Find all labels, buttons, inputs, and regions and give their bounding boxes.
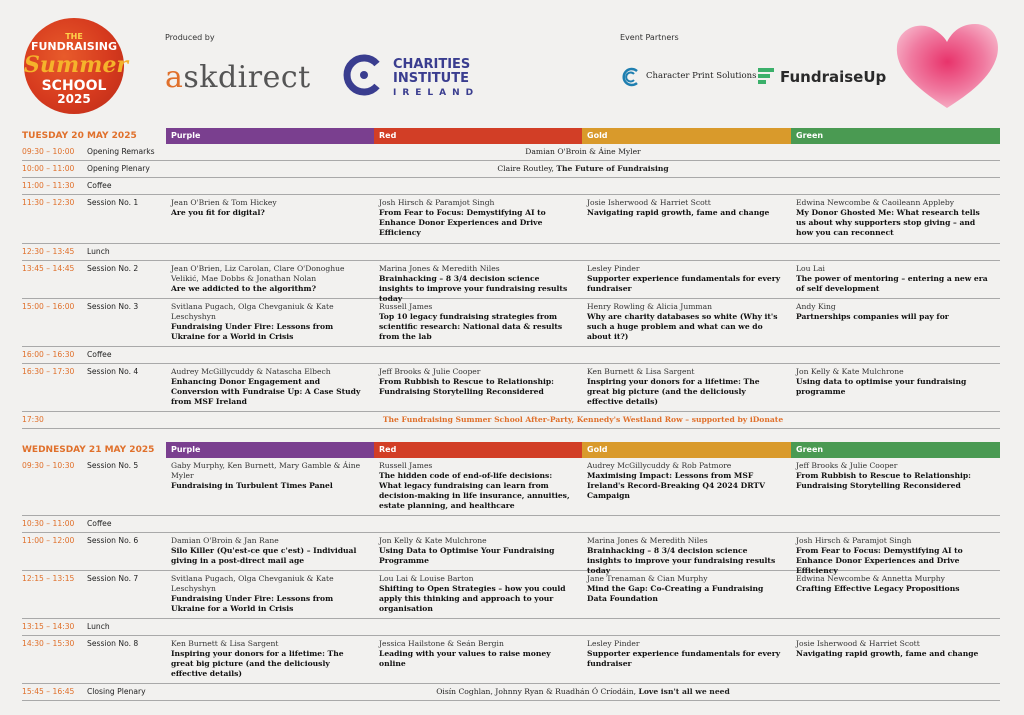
session-title: Are we addicted to the algorithm? [171,284,317,293]
speaker: Audrey McGillycuddy & Natascha Elbech [171,367,331,376]
session-cell[interactable] [587,264,783,294]
heart-icon [893,20,1001,112]
speaker: Gaby Murphy, Ken Burnett, Mary Gamble & Áine Myler [171,461,361,480]
schedule-row [22,244,1000,261]
session-cell[interactable] [796,574,992,594]
session-title: From Fear to Focus: Demystifying AI to Enhance Donor Experiences and Drive Efficiency [796,546,963,575]
speaker: Jon Kelly & Kate Mulchrone [796,367,904,376]
session-title: Why are charity databases so white (Why it's such a huge problem and what can we do about it?) [587,312,778,341]
session-title: Inspiring your donors for a lifetime: The great big picture (and the deliciously effective details) [587,377,760,406]
logo-text: SCHOOL [41,78,107,94]
header [0,0,1024,125]
schedule-row [22,161,1000,178]
session-cell[interactable] [379,536,575,566]
speaker: Audrey McGillycuddy & Rob Patmore [587,461,732,470]
speaker: Josie Isherwood & Harriet Scott [796,639,920,648]
session-title: Top 10 legacy fundraising strategies from scientific research: National data & results from the lab [379,312,563,341]
session-title: Love isn't all we need [638,687,730,696]
after-party-link[interactable]: The Fundraising Summer School After-Party, Kennedy's Westland Row – supported by iDonate [382,415,784,424]
schedule-row [22,636,1000,684]
session-cell[interactable] [171,198,367,218]
fundraise-up-icon [758,66,776,86]
speaker: Jeff Brooks & Julie Cooper [379,367,481,376]
row-time: 09:30 – 10:00 [22,147,75,156]
session-cell[interactable] [171,367,367,407]
row-label: Lunch [87,622,110,631]
speaker: Svitlana Pugach, Olga Chevganiuk & Kate Leschyshyn [171,302,334,321]
schedule-row [22,571,1000,619]
session-cell[interactable] [379,574,575,614]
row-label: Session No. 2 [87,264,139,273]
session-title: Maximising Impact: Lessons from MSF Ireland's Record-Breaking Q4 2024 DRTV Campaign [587,471,765,500]
speaker: Claire Routley, [497,164,554,173]
session-title: Supporter experience fundamentals for every fundraiser [587,274,781,293]
speaker: Russell James [379,302,433,311]
schedule-row [22,412,1000,429]
speaker: Marina Jones & Meredith Niles [379,264,500,273]
row-label: Session No. 5 [87,461,139,470]
speaker: Jessica Hailstone & Seán Bergin [379,639,504,648]
speaker: Marina Jones & Meredith Niles [587,536,708,545]
speaker: Ken Burnett & Lisa Sargent [171,639,279,648]
session-cell[interactable] [796,302,992,322]
session-cell[interactable] [796,264,992,294]
session-title: Shifting to Open Strategies – how you could apply this thinking and approach to your organisation [379,584,566,613]
session-cell[interactable] [796,198,992,238]
session-cell[interactable] [796,367,992,397]
row-time: 10:00 – 11:00 [22,164,75,173]
session-cell[interactable] [587,639,783,669]
track-green: Green [791,442,1000,458]
track-gold: Gold [582,442,791,458]
session-cell[interactable] [171,574,367,614]
event-partners-label: Event Partners [620,33,679,42]
row-label: Session No. 1 [87,198,139,207]
speaker: Josh Hirsch & Paramjot Singh [379,198,495,207]
row-label: Closing Plenary [87,687,146,696]
session-title: Are you fit for digital? [171,208,265,217]
row-time: 12:30 – 13:45 [22,247,75,256]
session-title: Partnerships companies will pay for [796,312,949,321]
session-title: Fundraising Under Fire: Lessons from Ukraine for a World in Crisis [171,594,334,613]
charities-institute-logo-icon [343,54,385,96]
session-cell[interactable] [587,574,783,604]
session-cell[interactable] [171,302,367,342]
row-label: Coffee [87,181,112,190]
speaker: Edwina Newcombe & Annetta Murphy [796,574,945,583]
schedule-row [22,684,1000,701]
schedule-row [22,299,1000,347]
row-label: Opening Plenary [87,164,150,173]
character-print-icon [620,66,642,88]
span-text [166,147,1000,157]
row-time: 14:30 – 15:30 [22,639,75,648]
row-time: 15:45 – 16:45 [22,687,75,696]
day-title: TUESDAY 20 MAY 2025 [22,131,137,141]
session-cell[interactable] [796,639,992,659]
logo-text: 2025 [57,92,91,106]
session-title: My Donor Ghosted Me: What research tells us about why supporters stop giving – and how you can reconnect [796,208,980,237]
row-time: 15:00 – 16:00 [22,302,75,311]
session-title: Fundraising Under Fire: Lessons from Ukraine for a World in Crisis [171,322,334,341]
session-title: From Rubbish to Rescue to Relationship: Fundraising Storytelling Reconsidered [379,377,554,396]
day2-header [22,442,1000,458]
row-label: Opening Remarks [87,147,155,156]
track-gold: Gold [582,128,791,144]
session-title: Brainhacking – 8 3/4 decision science insights to improve your fundraising results today [379,274,568,303]
session-title: Navigating rapid growth, fame and change [796,649,979,658]
session-cell[interactable] [379,367,575,397]
schedule-row [22,619,1000,636]
logo-text: CHARITIES [393,57,471,72]
askdirect-logo[interactable]: askdirect [165,60,311,95]
track-green: Green [791,128,1000,144]
session-cell[interactable] [379,639,575,669]
schedule-row [22,364,1000,412]
session-cell[interactable] [587,302,783,342]
session-cell[interactable] [587,367,783,407]
session-title: From Rubbish to Rescue to Relationship: Fundraising Storytelling Reconsidered [796,471,971,490]
row-label: Coffee [87,350,112,359]
speaker: Lou Lai [796,264,825,273]
session-title: Silo Killer (Qu'est-ce que c'est) – Individual giving in a post-direct mail age [171,546,357,565]
row-time: 09:30 – 10:30 [22,461,75,470]
speaker: Josh Hirsch & Paramjot Singh [796,536,912,545]
session-cell[interactable] [379,461,575,511]
speaker: Edwina Newcombe & Caoileann Appleby [796,198,955,207]
session-cell[interactable] [379,302,575,342]
row-time: 10:30 – 11:00 [22,519,75,528]
session-title: Inspiring your donors for a lifetime: The great big picture (and the deliciously effective details) [171,649,344,678]
session-cell[interactable] [171,639,367,679]
fundraise-up-logo[interactable]: FundraiseUp [780,68,887,86]
speaker: Jeff Brooks & Julie Cooper [796,461,898,470]
logo-text: THE [65,32,83,41]
schedule-row [22,533,1000,575]
session-cell[interactable] [796,536,992,576]
schedule-row [22,516,1000,533]
schedule-row [22,458,1000,516]
session-cell[interactable] [379,198,575,238]
row-time: 12:15 – 13:15 [22,574,75,583]
row-time: 11:30 – 12:30 [22,198,75,207]
track-purple: Purple [166,442,374,458]
logo-text: Summer [24,52,129,78]
session-title: Crafting Effective Legacy Propositions [796,584,960,593]
logo-text: IRELAND [393,88,480,98]
row-label: Lunch [87,247,110,256]
row-time: 13:45 – 14:45 [22,264,75,273]
row-time: 16:00 – 16:30 [22,350,75,359]
day1-header [22,128,1000,144]
speaker: Svitlana Pugach, Olga Chevganiuk & Kate Leschyshyn [171,574,334,593]
schedule-row [22,178,1000,195]
day2-schedule [22,442,1000,701]
session-title: Supporter experience fundamentals for every fundraiser [587,649,781,668]
speaker: Jean O'Brien & Tom Hickey [171,198,277,207]
schedule-row [22,347,1000,364]
session-title: The Future of Fundraising [556,164,669,173]
session-cell[interactable] [171,536,367,566]
logo-text: FUNDRAISING [30,40,118,53]
session-title: Leading with your values to raise money online [379,649,551,668]
session-cell[interactable] [171,461,367,491]
session-cell[interactable] [587,198,783,218]
row-time: 17:30 [22,415,44,424]
row-label: Session No. 8 [87,639,139,648]
row-time: 16:30 – 17:30 [22,367,75,376]
schedule-row [22,195,1000,244]
session-title: The hidden code of end-of-life decisions: What legacy fundraising can learn from decision-making in life insurance, annuities, estate planning, and healthcare [379,471,570,510]
row-time: 11:00 – 12:00 [22,536,75,545]
session-title: From Fear to Focus: Demystifying AI to Enhance Donor Experiences and Drive Efficiency [379,208,546,237]
character-print-logo[interactable]: Character Print Solutions [646,71,757,81]
row-time: 11:00 – 11:30 [22,181,75,190]
session-title: Enhancing Donor Engagement and Conversion with Fundraise Up: A Case Study from MSF Ireland [171,377,361,406]
logo-text: INSTITUTE [393,71,469,86]
speaker: Henry Rowling & Alicia Jumman [587,302,713,311]
speaker: Josie Isherwood & Harriet Scott [587,198,711,207]
session-title: Navigating rapid growth, fame and change [587,208,770,217]
day-title: WEDNESDAY 21 MAY 2025 [22,445,155,455]
row-label: Coffee [87,519,112,528]
session-cell[interactable] [796,461,992,491]
track-purple: Purple [166,128,374,144]
session-title: Fundraising in Turbulent Times Panel [171,481,333,490]
charities-institute-logo[interactable] [393,58,479,100]
session-title: Using Data to Optimise Your Fundraising Programme [379,546,555,565]
row-label: Session No. 4 [87,367,139,376]
row-label: Session No. 7 [87,574,139,583]
session-cell[interactable] [587,536,783,576]
track-red: Red [374,128,582,144]
speaker: Jon Kelly & Kate Mulchrone [379,536,487,545]
track-red: Red [374,442,582,458]
speaker: Oisín Coghlan, Johnny Ryan & Ruadhán Ó Críodáin, [436,687,637,696]
session-title: Using data to optimise your fundraising programme [796,377,967,396]
session-cell[interactable] [587,461,783,501]
session-title: Mind the Gap: Co-Creating a Fundraising Data Foundation [587,584,764,603]
speaker: Lesley Pinder [587,639,640,648]
row-time: 13:15 – 14:30 [22,622,75,631]
speaker: Jane Trenaman & Cian Murphy [587,574,708,583]
speaker: Lou Lai & Louise Barton [379,574,474,583]
speaker: Damian O'Broin & Jan Rane [171,536,279,545]
row-label: Session No. 6 [87,536,139,545]
span-text [166,687,1000,697]
summer-school-logo[interactable] [24,18,129,114]
row-label: Session No. 3 [87,302,139,311]
produced-by-label: Produced by [165,33,215,42]
session-cell[interactable] [379,264,575,304]
session-title: The power of mentoring – entering a new era of self development [796,274,988,293]
schedule-row [22,261,1000,303]
speaker: Andy King [796,302,836,311]
speaker: Jean O'Brien, Liz Carolan, Clare O'Donoghue Velikić, Mae Dobbs & Jonathan Nolan [171,264,345,283]
speaker: Lesley Pinder [587,264,640,273]
span-text [166,164,1000,174]
speaker: Ken Burnett & Lisa Sargent [587,367,695,376]
speaker: Russell James [379,461,433,470]
day1-schedule [22,128,1000,429]
speaker: Damian O'Broin & Áine Myler [525,147,641,156]
session-title: Brainhacking – 8 3/4 decision science insights to improve your fundraising results today [587,546,776,575]
session-cell[interactable] [171,264,367,294]
schedule-row [22,144,1000,161]
